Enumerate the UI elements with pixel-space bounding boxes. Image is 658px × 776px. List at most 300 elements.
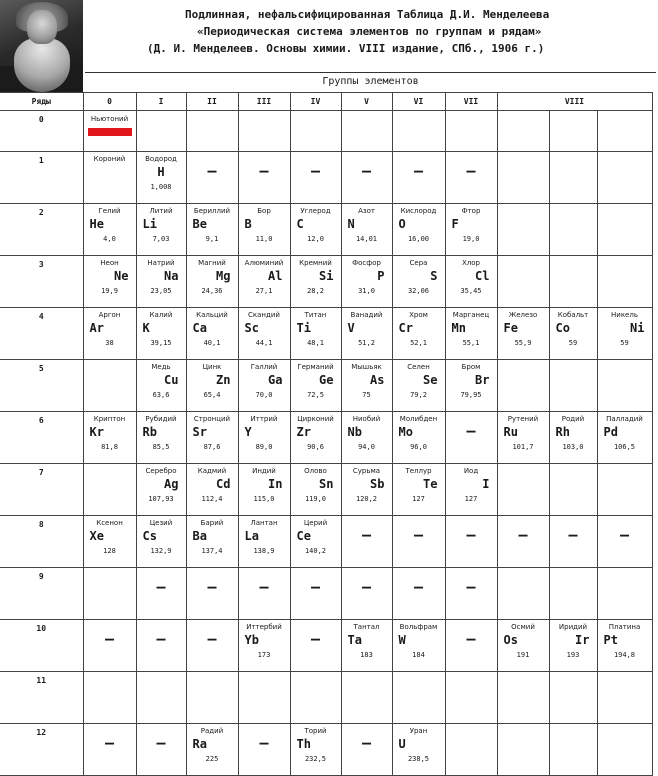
element-cell [597, 464, 652, 516]
element-cell [341, 152, 392, 204]
cell-content [187, 111, 238, 151]
element-cell [238, 204, 290, 256]
element-name: Иод [463, 467, 479, 475]
element-symbol: Ne [114, 269, 129, 283]
cell-content [498, 516, 549, 567]
empty-dash: — [310, 578, 321, 596]
cell-content [550, 308, 597, 359]
atomic-weight: 23,05 [150, 287, 172, 295]
element-cell [136, 620, 186, 672]
element-cell [445, 111, 497, 152]
atomic-weight: 63,6 [152, 391, 170, 399]
empty-dash: — [466, 422, 476, 440]
element-cell [445, 360, 497, 412]
empty-dash: — [156, 734, 166, 752]
atomic-weight: 191 [516, 651, 530, 659]
element-cell [445, 204, 497, 256]
element-symbol: Xe [89, 529, 104, 543]
empty-dash: — [361, 578, 372, 596]
element-cell [238, 360, 290, 412]
element-cell [341, 308, 392, 360]
element-symbol: Mg [216, 269, 231, 283]
cell-content [342, 620, 392, 671]
element-symbol: Ra [192, 737, 207, 751]
atomic-weight: 32,06 [407, 287, 430, 295]
element-cell [186, 360, 238, 412]
cell-content [239, 568, 290, 619]
element-name: Селен [407, 363, 430, 371]
element-cell [290, 360, 341, 412]
table-row [0, 568, 652, 620]
element-cell [238, 464, 290, 516]
element-cell [597, 204, 652, 256]
element-symbol: Th [296, 737, 311, 751]
element-name: Родий [561, 415, 585, 423]
cell-content [598, 412, 652, 463]
element-cell [290, 111, 341, 152]
atomic-weight: 9,1 [205, 235, 219, 243]
element-name: Хром [409, 311, 428, 319]
element-cell [238, 724, 290, 776]
table-row [0, 360, 652, 412]
cell-content [598, 464, 652, 515]
table-row [0, 672, 652, 724]
atomic-weight: 96,0 [410, 443, 427, 451]
empty-dash: — [156, 578, 166, 596]
element-symbol: S [430, 269, 438, 283]
element-symbol: V [347, 321, 355, 335]
empty-dash: — [310, 162, 321, 180]
cell-content [498, 672, 549, 723]
element-cell [392, 516, 445, 568]
row-number: 6 [0, 412, 83, 464]
element-cell [238, 111, 290, 152]
highlight-bar [88, 128, 132, 136]
element-name: Цезий [149, 519, 173, 527]
element-cell [497, 620, 549, 672]
element-cell [238, 620, 290, 672]
element-name: Галлий [250, 363, 278, 371]
element-cell [186, 412, 238, 464]
empty-dash: — [310, 630, 321, 648]
element-cell [238, 256, 290, 308]
cell-content [291, 412, 341, 463]
element-name: Мышьяк [351, 363, 382, 371]
empty-dash: — [413, 162, 424, 180]
rows-header: Ряды [0, 93, 83, 111]
cell-content [342, 724, 392, 775]
element-symbol: Ru [503, 425, 518, 439]
element-symbol: Rb [142, 425, 157, 439]
atomic-weight: 112,4 [201, 495, 223, 503]
element-cell [341, 620, 392, 672]
cell-content [84, 672, 136, 723]
element-cell [445, 152, 497, 204]
group-header-IV: IV [290, 93, 341, 111]
atomic-weight: 1,008 [150, 183, 172, 191]
empty-dash: — [259, 578, 269, 596]
empty-dash: — [466, 630, 476, 648]
element-cell [290, 568, 341, 620]
cell-content [550, 568, 597, 619]
element-name: Барий [200, 519, 224, 527]
element-cell [341, 672, 392, 724]
element-name: Лантан [250, 519, 278, 527]
element-name: Бериллий [193, 207, 231, 215]
element-cell [597, 672, 652, 724]
cell-content [393, 516, 445, 567]
element-name: Азот [358, 207, 375, 215]
cell-content [239, 256, 290, 307]
row-number: 2 [0, 204, 83, 256]
element-symbol: Pt [603, 633, 618, 647]
element-cell [597, 360, 652, 412]
cell-content [550, 360, 597, 411]
element-cell [549, 516, 597, 568]
element-cell [186, 111, 238, 152]
cell-content [342, 111, 392, 151]
element-name: Иттербий [246, 623, 282, 631]
element-name: Радий [200, 727, 224, 735]
cell-content [446, 620, 497, 671]
atomic-weight: 106,5 [613, 443, 636, 451]
cell-content [84, 412, 136, 463]
atomic-weight: 87,6 [203, 443, 221, 451]
cell-content [137, 204, 186, 255]
atomic-weight: 225 [205, 755, 219, 763]
atomic-weight: 55,9 [514, 339, 532, 347]
cell-content [393, 204, 445, 255]
element-cell [392, 412, 445, 464]
cell-content [498, 412, 549, 463]
element-cell [290, 308, 341, 360]
element-cell [549, 360, 597, 412]
atomic-weight: 173 [257, 651, 271, 659]
table-row [0, 152, 652, 204]
atomic-weight: 75 [362, 391, 371, 399]
cell-content [137, 672, 186, 723]
element-cell [445, 256, 497, 308]
atomic-weight: 27,1 [255, 287, 273, 295]
element-cell [136, 256, 186, 308]
element-cell [136, 308, 186, 360]
cell-content [137, 516, 186, 567]
element-symbol: Mn [451, 321, 466, 335]
element-name: Кислород [400, 207, 437, 215]
element-symbol: La [244, 529, 259, 543]
element-symbol: B [244, 217, 252, 231]
empty-dash: — [466, 578, 476, 596]
element-name: Гелий [98, 207, 121, 215]
cell-content [239, 724, 290, 775]
element-cell [497, 672, 549, 724]
element-symbol: N [347, 217, 355, 231]
atomic-weight: 51,2 [358, 339, 375, 347]
element-name: Скандий [248, 311, 280, 319]
title-line-2: «Периодическая система элементов по группам и рядам» [197, 25, 542, 38]
atomic-weight: 4,0 [103, 235, 116, 243]
element-name: Ксенон [96, 519, 123, 527]
element-symbol: Ag [164, 477, 179, 491]
element-name: Криптон [93, 415, 126, 423]
element-name: Медь [151, 363, 171, 371]
atomic-weight: 65,4 [203, 391, 221, 399]
element-cell [136, 111, 186, 152]
element-symbol: Al [268, 269, 283, 283]
element-name: Олово [304, 467, 327, 475]
cell-content [393, 672, 445, 723]
atomic-weight: 38 [105, 339, 114, 347]
element-cell [392, 360, 445, 412]
atomic-weight: 140,2 [304, 547, 327, 555]
element-name: Торий [304, 727, 327, 735]
element-cell [83, 111, 136, 152]
element-cell [83, 620, 136, 672]
cell-content [393, 111, 445, 151]
atomic-weight: 19,0 [462, 235, 480, 243]
cell-content [291, 256, 341, 307]
cell-content [239, 204, 290, 255]
element-cell [597, 568, 652, 620]
title-line-3: (Д. И. Менделеев. Основы химии. VIII издание, СПб., 1906 г.) [147, 42, 545, 55]
element-name: Индий [252, 467, 276, 475]
element-symbol: H [157, 165, 165, 179]
element-cell [341, 256, 392, 308]
element-cell [136, 724, 186, 776]
element-symbol: Te [423, 477, 438, 491]
element-cell [549, 308, 597, 360]
cell-content [598, 672, 652, 723]
element-symbol: Ti [296, 321, 311, 335]
row-number: 1 [0, 152, 83, 204]
atomic-weight: 16,00 [407, 235, 430, 243]
element-name: Ньютоний [90, 115, 129, 123]
element-cell [392, 672, 445, 724]
empty-dash: — [413, 578, 424, 596]
element-cell [497, 464, 549, 516]
cell-content [598, 516, 652, 567]
cell-content [239, 620, 290, 671]
cell-content [187, 724, 238, 775]
cell-content [291, 672, 341, 723]
element-cell [83, 256, 136, 308]
cell-content [550, 464, 597, 515]
element-cell [392, 111, 445, 152]
cell-content [598, 724, 652, 775]
table-row [0, 204, 652, 256]
element-name: Вольфрам [399, 623, 438, 631]
empty-dash: — [207, 630, 217, 648]
element-symbol: Rh [555, 425, 570, 439]
element-cell [186, 464, 238, 516]
cell-content [187, 620, 238, 671]
table-row [0, 620, 652, 672]
cell-content [598, 204, 652, 255]
cell-content [446, 568, 497, 619]
cell-content [84, 360, 136, 411]
element-name: Короний [93, 155, 126, 163]
element-symbol: As [370, 373, 385, 387]
element-cell [83, 516, 136, 568]
element-cell [238, 568, 290, 620]
table-row [0, 464, 652, 516]
element-name: Водород [145, 155, 177, 163]
element-cell [497, 152, 549, 204]
element-symbol: Ir [575, 633, 590, 647]
element-symbol: O [398, 217, 406, 231]
element-symbol: F [451, 217, 459, 231]
element-cell [341, 568, 392, 620]
element-cell [290, 412, 341, 464]
cell-content [498, 568, 549, 619]
element-cell [549, 111, 597, 152]
cell-content [598, 256, 652, 307]
row-number: 10 [0, 620, 83, 672]
atomic-weight: 35,45 [460, 287, 482, 295]
empty-dash: — [361, 162, 372, 180]
empty-dash: — [518, 526, 528, 544]
cell-content [84, 256, 136, 307]
cell-content [84, 724, 136, 775]
cell-content [393, 256, 445, 307]
element-cell [549, 412, 597, 464]
atomic-weight: 7,03 [152, 235, 170, 243]
element-symbol: Cu [164, 373, 179, 387]
atomic-weight: 89,0 [255, 443, 273, 451]
cell-content [498, 724, 549, 775]
element-symbol: P [377, 269, 385, 283]
atomic-weight: 238,5 [407, 755, 430, 763]
cell-content [84, 516, 136, 567]
row-number: 5 [0, 360, 83, 412]
element-cell [392, 620, 445, 672]
cell-content [498, 152, 549, 203]
cell-content [291, 152, 341, 203]
element-cell [341, 412, 392, 464]
element-name: Рутений [507, 415, 539, 423]
atomic-weight: 40,1 [203, 339, 221, 347]
atomic-weight: 107,93 [148, 495, 174, 503]
element-cell [392, 464, 445, 516]
cell-content [342, 256, 392, 307]
element-symbol: C [296, 217, 304, 231]
cell-content [498, 111, 549, 151]
cell-content [550, 152, 597, 203]
cell-content [84, 111, 136, 151]
element-name: Титан [304, 311, 327, 319]
atomic-weight: 11,0 [255, 235, 273, 243]
cell-content [84, 308, 136, 359]
element-cell [83, 568, 136, 620]
element-symbol: Si [319, 269, 334, 283]
atomic-weight: 137,4 [201, 547, 223, 555]
title-line-1: Подлинная, нефальсифицированная Таблица Д.И. Менделеева [185, 8, 550, 21]
cell-content [550, 111, 597, 151]
cell-content [446, 152, 497, 203]
cell-content [393, 620, 445, 671]
element-name: Аргон [98, 311, 121, 319]
cell-content [393, 568, 445, 619]
element-cell [83, 724, 136, 776]
element-cell [186, 724, 238, 776]
cell-content [137, 152, 186, 203]
document-title [85, 6, 658, 57]
element-cell [136, 360, 186, 412]
element-name: Сурьма [352, 467, 381, 475]
cell-content [598, 308, 652, 359]
element-name: Бор [257, 207, 271, 215]
element-cell [341, 111, 392, 152]
element-name: Литий [149, 207, 173, 215]
element-cell [497, 568, 549, 620]
cell-content [446, 724, 497, 775]
element-cell [445, 516, 497, 568]
cell-content [598, 360, 652, 411]
element-symbol: Cs [142, 529, 157, 543]
cell-content [187, 152, 238, 203]
element-cell [341, 516, 392, 568]
cell-content [342, 568, 392, 619]
cell-content [239, 516, 290, 567]
element-cell [83, 464, 136, 516]
element-cell [290, 672, 341, 724]
element-name: Кобальт [557, 311, 589, 319]
element-symbol: Ta [347, 633, 362, 647]
atomic-weight: 55,1 [462, 339, 480, 347]
cell-content [137, 412, 186, 463]
element-name: Магний [198, 259, 226, 267]
element-name: Германий [297, 363, 334, 371]
groups-title: Группы элементов [85, 72, 656, 91]
element-name: Уран [409, 727, 428, 735]
cell-content [137, 308, 186, 359]
element-symbol: I [482, 477, 490, 491]
element-cell [392, 204, 445, 256]
element-name: Ванадий [350, 311, 383, 319]
element-symbol: Ni [630, 321, 645, 335]
atomic-weight: 119,0 [304, 495, 327, 503]
element-cell [445, 672, 497, 724]
atomic-weight: 28,2 [307, 287, 324, 295]
element-name: Цинк [202, 363, 222, 371]
cell-content [137, 111, 186, 151]
empty-dash: — [466, 526, 476, 544]
element-symbol: Cd [216, 477, 231, 491]
element-cell [597, 256, 652, 308]
element-name: Железо [508, 311, 538, 319]
cell-content [187, 568, 238, 619]
cell-content [550, 516, 597, 567]
row-number: 7 [0, 464, 83, 516]
element-symbol: Yb [244, 633, 259, 647]
atomic-weight: 115,0 [253, 495, 275, 503]
element-cell [290, 724, 341, 776]
element-cell [597, 111, 652, 152]
cell-content [598, 152, 652, 203]
element-symbol: Pd [603, 425, 618, 439]
atomic-weight: 79,95 [460, 391, 482, 399]
element-cell [549, 204, 597, 256]
cell-content [187, 204, 238, 255]
atomic-weight: 132,9 [150, 547, 172, 555]
cell-content [84, 152, 136, 203]
cell-content [550, 256, 597, 307]
atomic-weight: 138,9 [253, 547, 275, 555]
element-cell [341, 464, 392, 516]
cell-content [291, 464, 341, 515]
element-cell [392, 152, 445, 204]
mendeleev-portrait [0, 0, 83, 92]
